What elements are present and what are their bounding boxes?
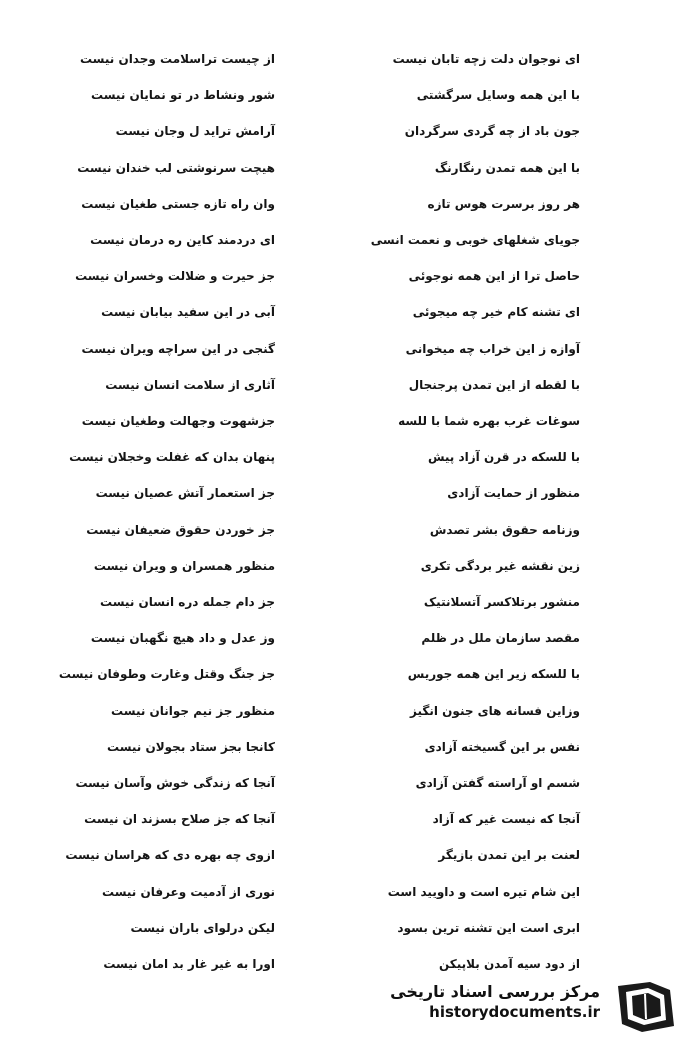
verse-line: آرامش تراید ل وجان نیست (115, 124, 275, 139)
verse-line: لیکن درلوای باران نیست (130, 920, 275, 935)
book-logo-icon (612, 978, 680, 1034)
verse-line: جز جنگ وقتل وغارت وطوفان نیست (58, 667, 275, 682)
verse-line: زین نقشه غیر بردگی تکری (420, 558, 580, 573)
verse-line: با این همه وسایل سرگشتی (416, 88, 580, 103)
verse-line: نفس بر این گسیخته آزادی (424, 739, 580, 754)
watermark-site-name: مرکز بررسی اسناد تاریخی (390, 982, 600, 1001)
verse-line: آنجا که نیست غیر که آزاد (432, 812, 580, 827)
verse-line: کانجا بجز ستاد بجولان نیست (106, 739, 275, 754)
verse-line: هر روز برسرت هوس تازه (427, 196, 580, 211)
verse-line: حاصل ترا از این همه نوجوئی (408, 269, 580, 284)
verse-line: ای تشنه کام خیر چه میجوئی (412, 305, 580, 320)
verse-line: جز دام جمله دره انسان نیست (100, 595, 275, 609)
verse-line: با لقطه از این تمدن پرجنجال (408, 377, 580, 392)
verse-line: ازوی چه بهره دی که هراسان نیست (65, 848, 275, 863)
verse-line: ابری است این تشنه ترین بسود (397, 920, 580, 935)
watermark (20, 978, 680, 1034)
verse-line: آوازه ز این خراب چه میخوانی (405, 341, 580, 356)
verse-line: ای نوجوان دلت زچه تابان نیست (392, 52, 580, 66)
verse-line: با للسکه در قرن آزاد پیش (427, 450, 580, 465)
verse-line: جون باد از چه گردی سرگردان (404, 124, 580, 139)
watermark-text (390, 982, 600, 1021)
verse-line: جز خوردن حقوق ضعیفان نیست (86, 522, 275, 537)
verse-line: مقصد سازمان ملل در ظلم (421, 631, 580, 646)
verse-line: ای دردمند کاین ره درمان نیست (90, 233, 275, 247)
verse-line: نوری از آدمیت وعرفان نیست (101, 884, 275, 899)
verse-line: وان راه تازه جستی طغیان نیست (81, 196, 275, 211)
verse-line: جز استعمار آتش عصیان نیست (95, 486, 275, 501)
verse-line: شسم او آراسته گفتن آزادی (415, 776, 580, 790)
verse-line: وز عدل و داد هیچ نگهبان نیست (90, 631, 275, 646)
verse-line: منظور جز نیم جوانان نیست (111, 703, 275, 718)
verse-line: وزاین فسانه های جنون انگیز (410, 703, 580, 718)
verse-line: آثاری از سلامت انسان نیست (105, 377, 275, 392)
verse-line: از دود سیه آمدن بلاپیکن (439, 957, 580, 971)
verse-line: منظور از حمایت آزادی (447, 486, 580, 501)
verse-line: وزنامه حقوق بشر تصدش (429, 522, 580, 537)
verse-line: پنهان بدان که غفلت وخجلان نیست (69, 450, 275, 465)
verse-line: منظور همسران و ویران نیست (93, 558, 275, 573)
verse-line: آنجا که جز صلاح بسزند ان نیست (84, 812, 275, 827)
verse-line: هیچت سرنوشتی لب خندان نیست (77, 160, 275, 175)
verse-line: جزشهوت وجهالت وطغیان نیست (81, 414, 275, 428)
verse-line: آبی در این سفید بیابان نیست (101, 305, 275, 320)
verse-line: جویای شغلهای خوبی و نعمت انسی (370, 233, 580, 247)
verse-line: جز حیرت و ضلالت وخسران نیست (75, 269, 275, 284)
verse-line: گنجی در این سراچه ویران نیست (81, 341, 275, 356)
verse-line: آنجا که زندگی خوش وآسان نیست (75, 776, 275, 790)
verse-line: لعنت بر این تمدن بازیگر (438, 848, 580, 863)
verse-line: منشور برتلاکسر آتسلانتیک (423, 595, 580, 609)
verse-line: از چیست تراسلامت وجدان نیست (79, 52, 275, 66)
verse-line: اورا به غیر غار بد امان نیست (103, 957, 275, 971)
verse-line: با للسکه زیر این همه جوریس (407, 667, 580, 682)
verse-line: با این همه تمدن رنگارنگ (434, 160, 580, 175)
verse-line: شور ونشاط در تو نمایان نیست (91, 88, 275, 103)
verse-line: سوغات غرب بهره شما با للسه (398, 414, 580, 428)
watermark-url: historydocuments.ir (429, 1003, 600, 1021)
verse-line: این شام تیره است و داویید است (387, 884, 580, 899)
